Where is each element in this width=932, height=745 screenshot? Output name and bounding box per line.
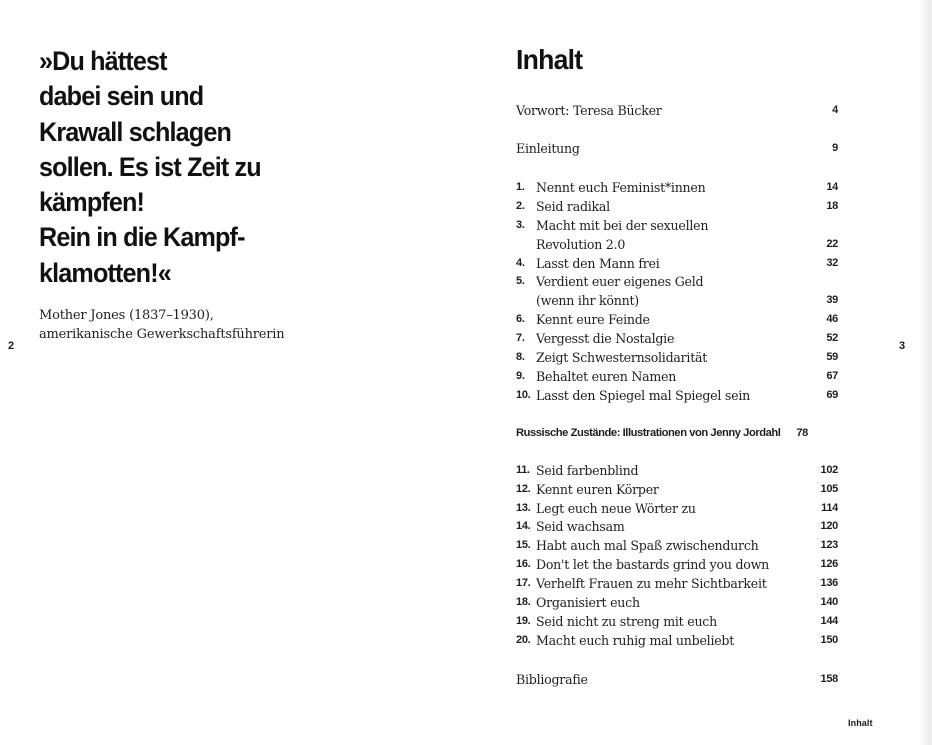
toc-entry-title: Lasst den Spiegel mal Spiegel sein xyxy=(536,387,750,403)
toc-entry-page: 78 xyxy=(796,427,808,439)
toc-entry-title: Verhelft Frauen zu mehr Sichtbarkeit xyxy=(536,576,767,591)
toc-entry-illustrations[interactable] xyxy=(516,424,838,443)
toc-entry-chapter-15[interactable] xyxy=(516,536,838,555)
toc-entry-page: 14 xyxy=(826,180,838,193)
toc-entry-page: 126 xyxy=(820,558,838,570)
toc-entry-chapter-12[interactable] xyxy=(516,480,838,499)
toc-entry-chapter-2[interactable] xyxy=(516,197,838,216)
toc-entry-chapter-20[interactable] xyxy=(516,631,838,650)
toc-entry-chapter-9[interactable] xyxy=(516,367,838,386)
toc-entry-chapter-13[interactable] xyxy=(516,499,838,518)
toc-entry-number: 10. xyxy=(516,388,531,401)
toc-entry-number: 18. xyxy=(516,595,531,608)
toc-entry-page: 4 xyxy=(832,104,838,116)
left-page-number: 2 xyxy=(8,340,15,352)
toc-entry-page: 120 xyxy=(820,520,838,532)
toc-entry-number: 6. xyxy=(516,313,525,325)
running-head: Inhalt xyxy=(848,718,873,728)
toc-entry-title: Kennt euren Körper xyxy=(536,481,659,497)
toc-entry-chapter-7[interactable] xyxy=(516,329,838,348)
toc-entry-page: 32 xyxy=(826,256,838,269)
toc-entry-chapter-8[interactable] xyxy=(516,348,838,367)
toc-entry-number: 20. xyxy=(516,633,531,646)
toc-entry-page: 136 xyxy=(820,577,838,589)
toc-entry-page: 140 xyxy=(820,595,838,608)
toc-entry-number: 12. xyxy=(516,482,531,495)
toc-entry-number: 5. xyxy=(516,275,525,287)
toc-entry-chapter-3[interactable] xyxy=(516,216,838,235)
toc-entry-number: 8. xyxy=(516,350,525,363)
toc-entry-number: 15. xyxy=(516,539,531,551)
toc-entry-title: Bibliografie xyxy=(516,671,588,687)
epigraph-quote: »Du hättest dabei sein und Krawall schlagen sollen. Es ist Zeit zu kämpfen! Rein in die Kampf- klamotten!« xyxy=(39,46,261,288)
toc-entry-title: Lasst den Mann frei xyxy=(536,255,660,271)
toc-entry-title: Seid nicht zu streng mit euch xyxy=(536,613,717,629)
toc-entry-title: Seid radikal xyxy=(536,198,610,214)
toc-entry-number: 4. xyxy=(516,256,525,269)
toc-entry-title: Organisiert euch xyxy=(536,594,640,610)
toc-entry-number: 3. xyxy=(516,218,525,231)
toc-entry-page: 52 xyxy=(826,332,838,344)
toc-entry-title: Russische Zustände: Illustrationen von Jenny Jordahl xyxy=(516,427,781,439)
toc-entry-bibliography[interactable] xyxy=(516,670,838,689)
toc-entry-page: 59 xyxy=(826,350,838,363)
toc-entry-chapter-14[interactable] xyxy=(516,517,838,536)
toc-entry-page: 123 xyxy=(820,539,838,551)
toc-entry-number: 11. xyxy=(516,463,530,476)
toc-entry-page: 150 xyxy=(820,633,838,646)
toc-entry-title: Legt euch neue Wörter zu xyxy=(536,500,696,516)
toc-entry-page: 102 xyxy=(820,463,838,476)
toc-entry-chapter-17[interactable] xyxy=(516,574,838,593)
toc-entry-page: 39 xyxy=(826,294,838,306)
toc-entry-chapter-1[interactable] xyxy=(516,178,838,197)
toc-entry-number: 19. xyxy=(516,614,531,627)
toc-entry-introduction[interactable] xyxy=(516,139,838,158)
toc-entry-title: Zeigt Schwesternsolidarität xyxy=(536,349,708,365)
toc-entry-number: 1. xyxy=(516,180,525,193)
toc-entry-title: Nennt euch Feminist*innen xyxy=(536,179,706,195)
toc-entry-page: 144 xyxy=(820,614,838,627)
toc-entry-page: 46 xyxy=(826,313,838,325)
page-edge-shadow xyxy=(920,0,932,745)
toc-entry-title: Kennt eure Feinde xyxy=(536,312,650,327)
toc-entry-number: 14. xyxy=(516,520,531,532)
toc-entry-chapter-18[interactable] xyxy=(516,593,838,612)
toc-entry-title: (wenn ihr könnt) xyxy=(536,293,639,308)
toc-entry-number: 9. xyxy=(516,369,525,382)
toc-entry-page: 69 xyxy=(826,388,838,401)
toc-entry-chapter-11[interactable] xyxy=(516,461,838,480)
toc-entry-title: Seid farbenblind xyxy=(536,462,639,478)
toc-entry-foreword[interactable] xyxy=(516,101,838,120)
table-of-contents xyxy=(516,0,838,745)
toc-entry-chapter-3-continued[interactable] xyxy=(516,235,838,254)
toc-entry-title: Seid wachsam xyxy=(536,519,625,534)
toc-entry-title: Behaltet euren Namen xyxy=(536,368,677,384)
toc-entry-chapter-16[interactable] xyxy=(516,555,838,574)
toc-entry-title: Verdient euer eigenes Geld xyxy=(536,274,704,289)
toc-entry-title: Don't let the bastards grind you down xyxy=(536,557,770,572)
toc-heading: Inhalt xyxy=(516,44,583,75)
toc-entry-page: 67 xyxy=(826,369,838,382)
toc-entry-chapter-5-continued[interactable] xyxy=(516,291,838,310)
toc-entry-number: 16. xyxy=(516,558,531,570)
toc-entry-number: 7. xyxy=(516,332,525,344)
toc-entry-chapter-10[interactable] xyxy=(516,386,838,405)
toc-entry-page: 22 xyxy=(826,237,838,250)
toc-entry-title: Vergesst die Nostalgie xyxy=(536,331,675,346)
toc-entry-number: 2. xyxy=(516,199,525,212)
toc-entry-page: 158 xyxy=(820,672,838,685)
toc-entry-title: Macht euch ruhig mal unbeliebt xyxy=(536,632,735,648)
toc-entry-title: Vorwort: Teresa Bücker xyxy=(516,103,662,118)
toc-entry-title: Revolution 2.0 xyxy=(536,236,626,252)
toc-entry-number: 17. xyxy=(516,577,531,589)
epigraph-attribution: Mother Jones (1837–1930), amerikanische Gewerkschaftsführerin xyxy=(39,308,285,342)
toc-entry-page: 114 xyxy=(821,501,838,514)
toc-entry-chapter-6[interactable] xyxy=(516,310,838,329)
toc-entry-page: 9 xyxy=(832,142,838,154)
toc-entry-title: Einleitung xyxy=(516,141,580,156)
right-page-number: 3 xyxy=(899,340,906,352)
toc-entry-chapter-5[interactable] xyxy=(516,272,838,291)
toc-entry-chapter-19[interactable] xyxy=(516,612,838,631)
toc-entry-chapter-4[interactable] xyxy=(516,254,838,273)
toc-entry-title: Macht mit bei der sexuellen xyxy=(536,217,709,233)
toc-entry-title: Habt auch mal Spaß zwischendurch xyxy=(536,538,759,553)
toc-entry-number: 13. xyxy=(516,501,531,514)
toc-entry-page: 105 xyxy=(820,482,838,495)
toc-entry-page: 18 xyxy=(826,199,838,212)
